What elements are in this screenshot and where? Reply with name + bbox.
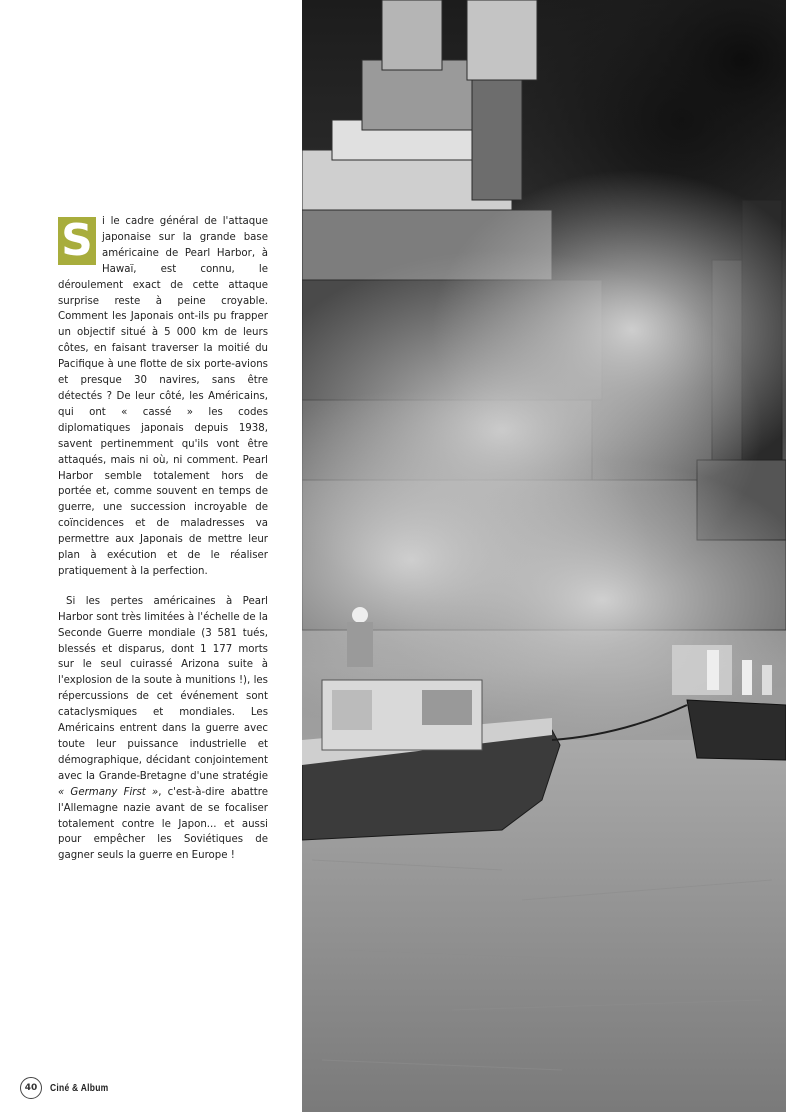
page-footer	[20, 1076, 119, 1100]
drop-cap: S	[58, 217, 96, 265]
page-number-badge: 40	[20, 1077, 42, 1099]
article-paragraph-1	[58, 214, 268, 580]
article-body	[58, 214, 268, 864]
strategy-name: « Germany First »	[58, 786, 159, 798]
magazine-logo: Ciné & Album	[50, 1082, 109, 1094]
article-paragraph-2	[58, 594, 268, 864]
paragraph-2-text-a: Si les pertes américaines à Pearl Harbor sont très limitées à l'échelle de la Seconde Guerre mondiale (3 581 tués, blessés et disparus, dont 1 177 morts sur le seul cuirassé Arizona suite à l'explosion de la soute à munitions !), les répercussions de cet événement sont cataclysmiques et mondiales. Les Américains entrent dans la guerre avec toute leur puissance industrielle et démographique, décidant conjointement avec la Grande-Bretagne d'une stratégie	[58, 595, 268, 782]
paragraph-2-text-b: , c'est-à-dire abattre l'Allemagne nazie avant de se focaliser totalement contre le Japon... et aussi pour empêcher les Soviétiques de gagner seuls la guerre en Europe !	[58, 786, 268, 862]
harbor-photo	[302, 0, 786, 1112]
paragraph-1-text: i le cadre général de l'attaque japonaise sur la grande base américaine de Pearl Harbor, à Hawaï, est connu, le déroulement exact de cette attaque surprise reste à peine croyable. Comment les Japonais ont-ils pu frapper un objectif situé à 5 000 km de leurs côtes, en faisant traverser la moitié du Pacifique à une flotte de six porte-avions et presque 30 navires, sans être détectés ? De leur côté, les Américains, qui ont « cassé » les codes diplomatiques japonais depuis 1938, savent pertinemment qu'ils vont être attaqués, mais ni où, ni comment. Pearl Harbor semble totalement hors de portée et, comme souvent en temps de guerre, une succession incroyable de coïncidences et de maladresses va permettre aux Japonais de mettre leur plan à exécution et de le réaliser pratiquement à la perfection.	[58, 216, 268, 577]
harbor-photo-illustration	[302, 0, 786, 1112]
